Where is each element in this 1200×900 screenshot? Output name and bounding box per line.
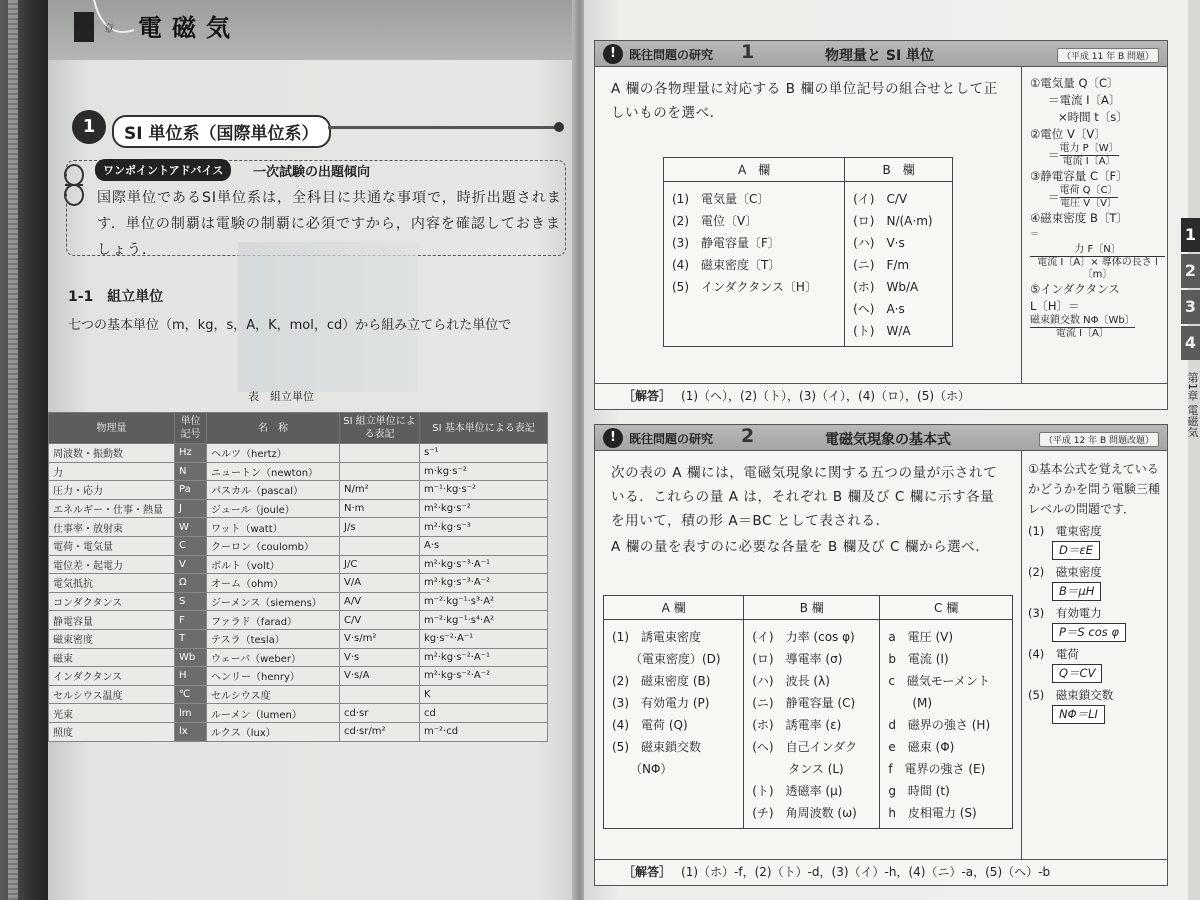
p1-col-b: B 欄 xyxy=(845,158,953,182)
p2-col-c: C 欄 xyxy=(880,596,1013,620)
cell-quantity: 照度 xyxy=(49,722,175,741)
problem-1-answer xyxy=(595,383,1167,409)
fraction-denominator: 電流 I〔A〕 xyxy=(1062,156,1116,167)
cell-symbol: N xyxy=(175,462,207,481)
cell-symbol: J xyxy=(175,499,207,518)
chapter-tab-2[interactable]: 2 xyxy=(1181,254,1200,288)
cell-derived: N/m² xyxy=(340,481,420,500)
note-line: ＝電流 I〔A〕 xyxy=(1048,93,1121,107)
cell-derived: cd·sr xyxy=(340,704,420,723)
section-title: SI 単位系（国際単位系） xyxy=(112,115,331,148)
note-intro: ①基本公式を覚えているかどうかを問う電験三種レベルの問題です． xyxy=(1028,462,1161,516)
cell-quantity: 仕事率・放射束 xyxy=(49,518,175,537)
list-item: (M) xyxy=(888,696,933,710)
cell-quantity: 磁束 xyxy=(49,648,175,667)
cell-base: m·kg·s⁻² xyxy=(420,462,548,481)
fraction-numerator: 電力 P〔W〕 xyxy=(1059,143,1119,154)
problem-2-table xyxy=(603,595,1013,829)
list-item: （電束密度）(D) xyxy=(612,652,721,666)
fraction xyxy=(1030,315,1135,340)
note-label: (1) 電束密度 xyxy=(1028,524,1102,538)
table-row xyxy=(49,518,548,537)
cell-base: m²·kg·s⁻³·A⁻² xyxy=(420,574,548,593)
problem-1-tag: （平成 11 年 B 問題） xyxy=(1057,48,1159,63)
table-row xyxy=(49,574,548,593)
decorative-curve-icon xyxy=(84,0,144,60)
p2-answer-text: (1)（ホ）-f，(2)（ト）-d，(3)（イ）-h，(4)（ニ）-a，(5)（ヘ）-b xyxy=(681,865,1051,879)
chapter-label: 章 xyxy=(104,24,114,35)
cell-derived xyxy=(340,444,420,463)
list-item: (イ) 力率 (cos φ) xyxy=(752,630,855,644)
list-item: (4) 磁束密度〔T〕 xyxy=(672,258,781,272)
cell-derived: V/A xyxy=(340,574,420,593)
list-item: (ハ) V·s xyxy=(853,236,905,250)
table-row xyxy=(49,685,548,704)
list-item: （NΦ） xyxy=(612,762,673,776)
list-item: a 電圧 (V) xyxy=(888,630,954,644)
list-item: (ロ) 導電率 (σ) xyxy=(752,652,843,666)
list-item: (3) 静電容量〔F〕 xyxy=(672,236,780,250)
fraction xyxy=(1060,143,1119,168)
fraction-denominator: 電圧 V〔V〕 xyxy=(1060,198,1117,209)
cell-symbol: C xyxy=(175,536,207,555)
cell-name: ヘルツ（hertz） xyxy=(207,444,340,463)
cell-symbol: F xyxy=(175,611,207,630)
list-item: (ニ) 静電容量 (C) xyxy=(752,696,856,710)
list-item: f 電界の強さ (E) xyxy=(888,762,986,776)
cell-base: m⁻²·kg⁻¹·s⁴·A² xyxy=(420,611,548,630)
header-base: SI 基本単位による表記 xyxy=(420,413,548,444)
problem-1-label: 既往問題の研究 xyxy=(629,48,714,62)
cell-quantity: 圧力・応力 xyxy=(49,481,175,500)
section-header xyxy=(60,110,570,146)
fraction-numerator: 磁束鎖交数 NΦ〔Wb〕 xyxy=(1030,315,1135,326)
problem-2-question-2: A 欄の量を表すのに必要な各量を B 欄及び C 欄から選べ． xyxy=(611,539,990,555)
problem-1-header xyxy=(595,41,1167,67)
cell-name: ウェーバ（weber） xyxy=(207,648,340,667)
note-label: (4) 電荷 xyxy=(1028,647,1079,661)
note-line: ⑤インダクタンス xyxy=(1030,282,1120,296)
cell-quantity: 周波数・振動数 xyxy=(49,444,175,463)
cell-name: ニュートン（newton） xyxy=(207,462,340,481)
problem-2-number: 2 xyxy=(741,425,755,447)
p2-b-cell xyxy=(744,620,880,829)
cell-symbol: lx xyxy=(175,722,207,741)
p1-b-cell xyxy=(845,182,953,347)
header-quantity: 物理量 xyxy=(49,413,175,444)
table-row xyxy=(49,481,548,500)
problem-2-label: 既往問題の研究 xyxy=(629,432,714,446)
list-item: (1) 電気量〔C〕 xyxy=(672,192,770,206)
cell-derived: V·s/A xyxy=(340,667,420,686)
subsection-title: 1-1 組立単位 xyxy=(68,289,164,305)
cell-derived: A/V xyxy=(340,592,420,611)
table-row xyxy=(49,667,548,686)
cell-base: m²·kg·s⁻²·A⁻¹ xyxy=(420,648,548,667)
note-prefix: ＝ xyxy=(1048,190,1060,204)
header-symbol: 単位記号 xyxy=(175,413,207,444)
table-row xyxy=(49,648,548,667)
table-caption: 表 組立単位 xyxy=(248,390,314,403)
cell-symbol: W xyxy=(175,518,207,537)
note-fraction xyxy=(1048,185,1165,210)
cell-quantity: セルシウス温度 xyxy=(49,685,175,704)
cell-derived: J/s xyxy=(340,518,420,537)
problem-1-title: 物理量と SI 単位 xyxy=(825,48,935,64)
cell-name: ワット（watt） xyxy=(207,518,340,537)
table-row xyxy=(49,444,548,463)
cell-symbol: ℃ xyxy=(175,685,207,704)
p2-answer-label: ［解答］ xyxy=(623,865,672,879)
note-line: ④磁束密度 B〔T〕 xyxy=(1030,211,1128,225)
problem-2-header xyxy=(595,425,1167,451)
cell-base: m⁻²·kg⁻¹·s³·A² xyxy=(420,592,548,611)
cell-base: A·s xyxy=(420,536,548,555)
formula-box: D＝εE xyxy=(1052,541,1100,560)
fraction xyxy=(1030,244,1165,281)
cell-quantity: 電気抵抗 xyxy=(49,574,175,593)
problem-2-question: 次の表の A 欄には，電磁気現象に関する五つの量が示されている．これらの量 A は，それぞれ B 欄及び C 欄に示す各量を用いて，積の形 A＝BC として表される． xyxy=(611,465,998,529)
list-item: (5) インダクタンス〔H〕 xyxy=(672,280,817,294)
advice-text: 国際単位であるSI単位系は，全科目に共通な事項で，時折出題されます．単位の制覇は電験の制覇に必須ですから，内容を確認しておきましょう． xyxy=(97,190,562,258)
cell-derived: N·m xyxy=(340,499,420,518)
list-item: (ハ) 波長 (λ) xyxy=(752,674,830,688)
section-number: 1 xyxy=(72,110,106,144)
cell-base: m²·kg·s⁻³·A⁻¹ xyxy=(420,555,548,574)
problem-1-notes xyxy=(1021,67,1169,383)
p2-col-b: B 欄 xyxy=(744,596,880,620)
list-item: タンス (L) xyxy=(752,762,844,776)
list-item: (1) 誘電束密度 xyxy=(612,630,701,644)
subsection-lead: 七つの基本単位（m，kg，s，A，K，mol，cd）から組み立てられた単位で xyxy=(68,318,512,333)
units-table-header xyxy=(49,413,548,444)
page-edges xyxy=(8,0,18,900)
list-item: (ニ) F/m xyxy=(853,258,910,272)
section-rule xyxy=(328,126,558,129)
note-fraction xyxy=(1030,227,1165,281)
note-label: (5) 磁束鎖交数 xyxy=(1028,688,1114,702)
p2-a-cell xyxy=(604,620,744,829)
chapter-tab-3[interactable]: 3 xyxy=(1181,290,1200,324)
cell-base: kg·s⁻²·A⁻¹ xyxy=(420,629,548,648)
p2-c-cell xyxy=(880,620,1013,829)
right-page xyxy=(584,0,1188,900)
list-item: b 電流 (I) xyxy=(888,652,949,666)
cell-quantity: 電荷・電気量 xyxy=(49,536,175,555)
cell-derived xyxy=(340,536,420,555)
fraction xyxy=(1060,185,1118,210)
table-row xyxy=(49,722,548,741)
table-row xyxy=(49,499,548,518)
problem-1-question: A 欄の各物理量に対応する B 欄の単位記号の組合せとして正しいものを選べ． xyxy=(611,81,998,121)
header-derived: SI 組立単位による表記 xyxy=(340,413,420,444)
cell-base: m²·kg·s⁻²·A⁻² xyxy=(420,667,548,686)
problem-1-table xyxy=(663,157,953,347)
list-item: c 磁気モーメント xyxy=(888,674,990,688)
cell-base: K xyxy=(420,685,548,704)
table-row xyxy=(49,555,548,574)
advice-badge: ワンポイントアドバイス xyxy=(95,159,231,181)
cell-base: m²·kg·s⁻³ xyxy=(420,518,548,537)
cell-name: ボルト（volt） xyxy=(207,555,340,574)
cell-derived xyxy=(340,685,420,704)
formula-box: B＝μH xyxy=(1052,582,1101,601)
fraction-denominator: 電流 I〔A〕× 導体の長さ l〔m〕 xyxy=(1037,257,1158,280)
table-row xyxy=(49,462,548,481)
fraction-numerator: 電荷 Q〔C〕 xyxy=(1059,185,1118,196)
cell-derived xyxy=(340,462,420,481)
next-page-edge xyxy=(1188,0,1200,900)
list-item: (2) 電位〔V〕 xyxy=(672,214,758,228)
list-item: e 磁束 (Φ) xyxy=(888,740,955,754)
note-prefix: ＝ xyxy=(1030,230,1040,240)
list-item: (4) 電荷 (Q) xyxy=(612,718,688,732)
note-fraction xyxy=(1030,298,1165,340)
list-item: d 磁界の強さ (H) xyxy=(888,718,991,732)
cell-name: パスカル（pascal） xyxy=(207,481,340,500)
cell-symbol: Wb xyxy=(175,648,207,667)
cell-quantity: エネルギー・仕事・熱量 xyxy=(49,499,175,518)
cell-symbol: Ω xyxy=(175,574,207,593)
cell-name: ヘンリー（henry） xyxy=(207,667,340,686)
p1-a-cell xyxy=(664,182,845,347)
list-item: (ホ) Wb/A xyxy=(853,280,919,294)
chapter-tab-1[interactable]: 1 xyxy=(1181,218,1200,252)
chapter-tab-4[interactable]: 4 xyxy=(1181,326,1200,360)
chapter-tabs xyxy=(1181,218,1200,362)
fraction-denominator: 電流 I〔A〕 xyxy=(1055,328,1109,339)
cell-quantity: 電位差・起電力 xyxy=(49,555,175,574)
cell-quantity: インダクタンス xyxy=(49,667,175,686)
problem-2-answer xyxy=(595,859,1167,885)
cell-name: ジーメンス（siemens） xyxy=(207,592,340,611)
cell-base: cd xyxy=(420,704,548,723)
problem-1-number: 1 xyxy=(741,41,755,63)
cell-base: s⁻¹ xyxy=(420,444,548,463)
note-line: ×時間 t〔s〕 xyxy=(1058,110,1128,124)
cell-base: m⁻¹·kg·s⁻² xyxy=(420,481,548,500)
units-table xyxy=(48,412,548,742)
header-name: 名 称 xyxy=(207,413,340,444)
list-item: (3) 有効電力 (P) xyxy=(612,696,710,710)
list-item: (イ) C/V xyxy=(853,192,908,206)
cell-derived: C/V xyxy=(340,611,420,630)
cell-quantity: 磁束密度 xyxy=(49,629,175,648)
note-line: ③静電容量 C〔F〕 xyxy=(1030,169,1128,183)
left-page xyxy=(48,0,578,900)
cell-quantity: コンダクタンス xyxy=(49,592,175,611)
cell-quantity: 力 xyxy=(49,462,175,481)
problem-1-box xyxy=(594,40,1168,410)
p2-col-a: A 欄 xyxy=(604,596,744,620)
list-item: (ヘ) A·s xyxy=(853,302,905,316)
cell-symbol: Pa xyxy=(175,481,207,500)
fraction-numerator: 力 F〔N〕 xyxy=(1030,244,1165,257)
cell-symbol: Hz xyxy=(175,444,207,463)
formula-box: NΦ＝LI xyxy=(1052,705,1105,724)
list-item: (2) 磁束密度 (B) xyxy=(612,674,711,688)
cell-base: m⁻²·cd xyxy=(420,722,548,741)
cell-name: クーロン（coulomb） xyxy=(207,536,340,555)
note-prefix: ＝ xyxy=(1048,148,1060,162)
list-item: (5) 磁束鎖交数 xyxy=(612,740,701,754)
chapter-header xyxy=(48,0,578,60)
table-row xyxy=(49,704,548,723)
cell-derived: V·s xyxy=(340,648,420,667)
list-item: (ホ) 誘電率 (ε) xyxy=(752,718,842,732)
note-fraction xyxy=(1048,143,1165,168)
formula-box: P＝S cos φ xyxy=(1052,623,1126,642)
cell-symbol: S xyxy=(175,592,207,611)
cell-name: テスラ（tesla） xyxy=(207,629,340,648)
note-label: (2) 磁束密度 xyxy=(1028,565,1102,579)
cell-name: ルーメン（lumen） xyxy=(207,704,340,723)
note-label: (3) 有効電力 xyxy=(1028,606,1102,620)
problem-2-box xyxy=(594,424,1168,886)
problem-2-title: 電磁気現象の基本式 xyxy=(825,432,951,448)
p1-answer-text: (1)（ヘ），(2)（ト），(3)（イ），(4)（ロ），(5)（ホ） xyxy=(681,389,971,403)
cell-quantity: 静電容量 xyxy=(49,611,175,630)
cell-derived: cd·sr/m² xyxy=(340,722,420,741)
cell-derived: V·s/m² xyxy=(340,629,420,648)
cell-name: ファラド（farad） xyxy=(207,611,340,630)
advice-heading: 一次試験の出題傾向 xyxy=(253,165,371,180)
note-line: ②電位 V〔V〕 xyxy=(1030,127,1106,141)
knot-icon xyxy=(59,161,89,211)
problem-2-tag: （平成 12 年 B 問題改題） xyxy=(1039,432,1159,447)
cell-base: m²·kg·s⁻² xyxy=(420,499,548,518)
note-line: ①電気量 Q〔C〕 xyxy=(1030,76,1119,90)
list-item: (ト) 透磁率 (μ) xyxy=(752,784,843,798)
table-row xyxy=(49,629,548,648)
cell-name: ジュール（joule） xyxy=(207,499,340,518)
cell-name: ルクス（lux） xyxy=(207,722,340,741)
note-prefix: L〔H〕＝ xyxy=(1030,299,1080,313)
cell-derived: J/C xyxy=(340,555,420,574)
list-item: (ヘ) 自己インダク xyxy=(752,740,858,754)
chapter-title: 電磁気 xyxy=(138,13,240,42)
chapter-tab-text: 第1章 電磁気 xyxy=(1186,372,1199,438)
problem-2-notes xyxy=(1021,451,1169,859)
list-item: (チ) 角周波数 (ω) xyxy=(752,806,857,820)
table-row xyxy=(49,592,548,611)
exclamation-icon: ! xyxy=(603,44,623,64)
cell-name: セルシウス度 xyxy=(207,685,340,704)
cell-symbol: V xyxy=(175,555,207,574)
cell-symbol: T xyxy=(175,629,207,648)
formula-box: Q＝CV xyxy=(1052,664,1102,683)
list-item: (ト) W/A xyxy=(853,324,911,338)
cell-quantity: 光束 xyxy=(49,704,175,723)
p1-col-a: A 欄 xyxy=(664,158,845,182)
list-item: h 皮相電力 (S) xyxy=(888,806,977,820)
section-dot-icon xyxy=(554,122,564,132)
list-item: g 時間 (t) xyxy=(888,784,950,798)
cell-name: オーム（ohm） xyxy=(207,574,340,593)
p1-answer-label: ［解答］ xyxy=(623,389,672,403)
list-item: (ロ) N/(A·m) xyxy=(853,214,933,228)
exclamation-icon: ! xyxy=(603,428,623,448)
table-row xyxy=(49,611,548,630)
cell-symbol: lm xyxy=(175,704,207,723)
cell-symbol: H xyxy=(175,667,207,686)
table-row xyxy=(49,536,548,555)
